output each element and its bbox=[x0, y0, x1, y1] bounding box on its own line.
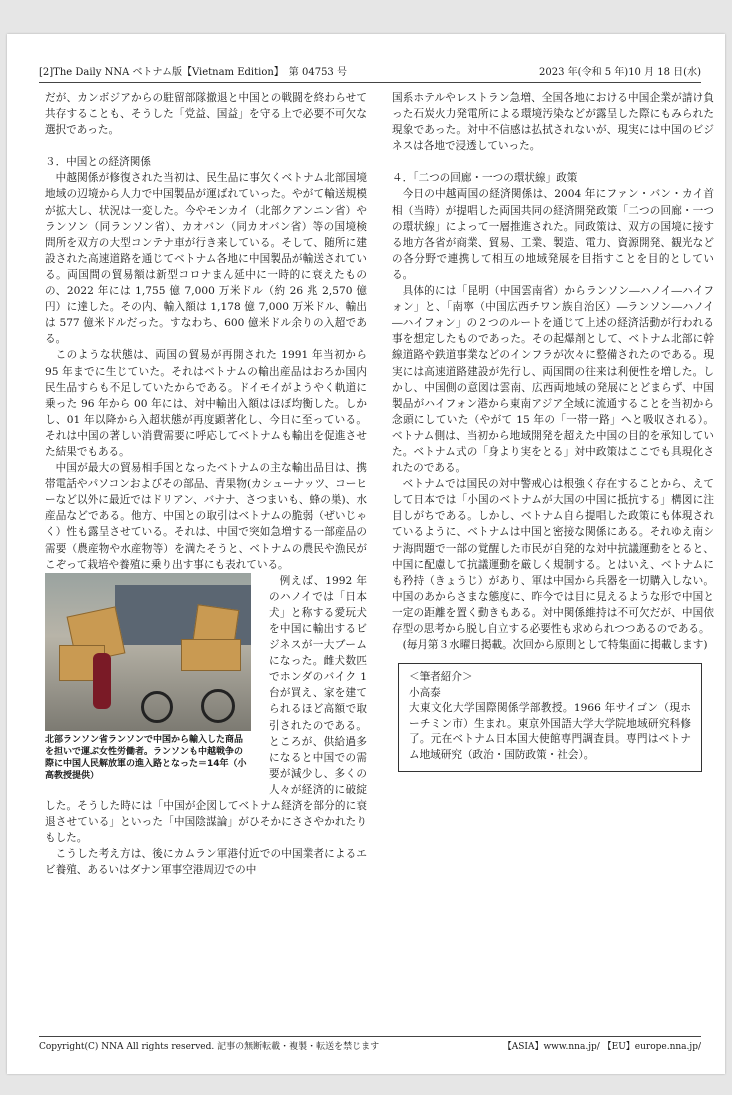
paragraph: このような状態は、両国の貿易が再開された 1991 年当初から 95 年までに生じていた。それはベトナムの輸出産品はおろか国内民生品すらも不足していたからである。ドイモイがようやく軌道に乗った 96 年から 00 年には、対中輸出入額はほぼ均衡した。しかし、01 年以降から入超状態が再度顕著化し、今日に至っている。それは中国の著しい消費需要に呼応してベトナムも輸出を促進させた結果でもある。 bbox=[45, 349, 367, 458]
paragraph: 中国が最大の貿易相手国となったベトナムの主な輸出品目は、携帯電話やパソコンおよびその部品、青果物(カシューナッツ、コーヒーなど以外に最近ではドリアン、バナナ、さつまいも、蜂の巣)、水産品などである。他方、中国との取引はベトナムの脆弱（ぜいじゃく）性も露呈させている。それは、中国で突如急増する一部産品の需要（農産物や水産物等）を満たそうと、ベトナムの農民や漁民がこぞって栽培や養殖に乗り出す事にも表れている。 bbox=[45, 462, 367, 571]
author-bio-box bbox=[398, 663, 702, 772]
paragraph: こうした考え方は、後にカムラン軍港付近での中国業者によるエビ養殖、あるいはダナン軍事空港周辺での中 bbox=[45, 848, 367, 877]
header-issue: [2]The Daily NNA ベトナム版【Vietnam Edition】 第 04753 号 bbox=[39, 67, 347, 78]
paragraph: 今日の中越両国の経済関係は、2004 年にファン・バン・カイ首相（当時）が提唱した両国共同の経済開発政策「二つの回廊・一つの環状線」によって一層推進された。同政策は、双方の国境に接する地方各省が商業、貿易、工業、製造、電力、資源開発、観光などの各分野で連携して相互の地域発展を目指すことを目的としている。 bbox=[392, 188, 714, 281]
page-header bbox=[39, 66, 701, 83]
paragraph: 具体的には「昆明（中国雲南省）からランソン―ハノイ―ハイフォン」と、「南寧（中国広西チワン族自治区）―ランソン―ハノイ―ハイフォン」の２つのルートを通じて上述の経済活動が行われる事を想定したものであった。その起爆剤として、ベトナム北部に幹線道路や鉄道事業などのインフラが次々に整備されたのである。現実には高速道路建設が先行し、両国間の往来は利便性を増した。しかし、中国側の意図は雲南、広西両地域の発展にとどまらず、中国製品がハイフォン港から東南アジア全域に流通することを当初から念頭にしていた（やがて 15 年の「一帯一路」へと吸収される）。ベトナム側は、当初から地域開発を超えた中国の目的を承知していた。ベトナム式の「身より実をとる」対中政策はここでも具現化されたのである。 bbox=[392, 285, 714, 475]
photo-caption: 北部ランソン省ランソンで中国から輸入した商品を担いで運ぶ女性労働者。ランソンも中越戦争の際に中国人民解放軍の進入路となった＝14年（小高教授提供） bbox=[45, 734, 247, 781]
page-footer bbox=[39, 1036, 701, 1052]
photo-porters-langson bbox=[45, 573, 251, 731]
left-column bbox=[45, 90, 367, 879]
bio-heading: ＜筆者紹介＞ bbox=[409, 671, 473, 684]
paragraph: 中越関係が修復された当初は、民生品に事欠くベトナム北部国境地域の辺境から人力で中国製品が運ばれていった。やがて輸送規模が拡大し、状況は一変した。今やモンカイ（北部クアンニン省）やランソン（同ランソン省）、カオバン（同カオバン省）等の国境検問所を双方の大型コンテナ車が行き来している。そして、随所に建設された高速道路を通じてベトナム各地に中国製品が輸送されている。両国間の貿易額は新型コロナまん延中に一時的に衰えたものの、2022 年には 1,755 億 7,000 万米ドル（約 26 兆 2,570 億円）に達した。その内、輸入額は 1,178 億 7,000 万米ドル、輸出は 577 億米ドルだった。すなわち、600 億米ドル余りの入超である。 bbox=[45, 172, 367, 346]
header-date: 2023 年(令和 5 年)10 月 18 日(水) bbox=[539, 67, 701, 78]
paragraph: ベトナムでは国民の対中警戒心は根強く存在することから、えてして日本では「小国のベトナムが大国の中国に抵抗する」構図に注目しがちである。しかし、ベトナム自ら提唱した政策にも体現されているように、ベトナムは中国と密接な関係にある。それゆえ南シナ海問題で一部の覚醒した市民が自発的な対中抗議運動をとると、中国に配慮して抗議運動を厳しく規制する。とはいえ、ベトナムにも矜持（きょうじ）があり、軍は中国から兵器を一切購入しない。中国のあからさまな態度に、昨今では目に見えるような形で中国と一定の距離を置く動きもある。対中関係維持は不可欠だが、中国依存型の思考から脱し自立する必要性も求められつつあるのである。 bbox=[392, 478, 714, 635]
section-4-title: ４．「二つの回廊・一つの環状線」政策 bbox=[392, 172, 578, 185]
paragraph: 例えば、1992 年のハノイでは「日本犬」と称する愛玩犬を中国に輸出するビジネスが一大ブームになった。雌犬数匹でホンダのバイク 1 台が買え、家を建てられるほど高額で取引されたのである。ところが、供給過多になると中国での需要が減少し、多くの人々が経済的に破綻した。そうした時には「中国が企図してベトナム経済を部分的に衰退させている」といった「中国陰謀論」がひそかにささやかれたりもした。 bbox=[45, 574, 367, 845]
bio-text: 大東文化大学国際関係学部教授。1966 年サイゴン（現ホーチミン市）生まれ。東京外国語大学大学院地域研究科修了。元在ベトナム日本国大使館専門調査員。専門はベトナム地域研究（政治・国防政策・社会）。 bbox=[409, 702, 691, 761]
site-links: 【ASIA】www.nna.jp/ 【EU】europe.nna.jp/ bbox=[502, 1042, 701, 1052]
right-column bbox=[392, 90, 714, 772]
intro-paragraph: だが、カンボジアからの駐留部隊撤退と中国との戦闘を終わらせて共存することも、そうした「党益、国益」を守る上で必要不可欠な選択であった。 bbox=[45, 92, 367, 137]
paragraph: 国系ホテルやレストラン急増、全国各地における中国企業が請け負った石炭火力発電所による環境汚染などが露呈した際にもみられた現象であった。対中不信感は払拭されないが、現実には中国のビジネスは各地で浸透していった。 bbox=[392, 92, 714, 153]
author-name: 小高泰 bbox=[409, 686, 441, 699]
newspaper-page bbox=[7, 34, 725, 1074]
section-3-title: ３．中国との経済関係 bbox=[45, 156, 151, 169]
photo-figure bbox=[45, 573, 251, 782]
publication-note: (毎月第３水曜日掲載。次回から原則として特集面に掲載します) bbox=[402, 639, 708, 652]
copyright-notice: Copyright(C) NNA All rights reserved. 記事の無断転載・複製・転送を禁じます bbox=[39, 1042, 380, 1052]
